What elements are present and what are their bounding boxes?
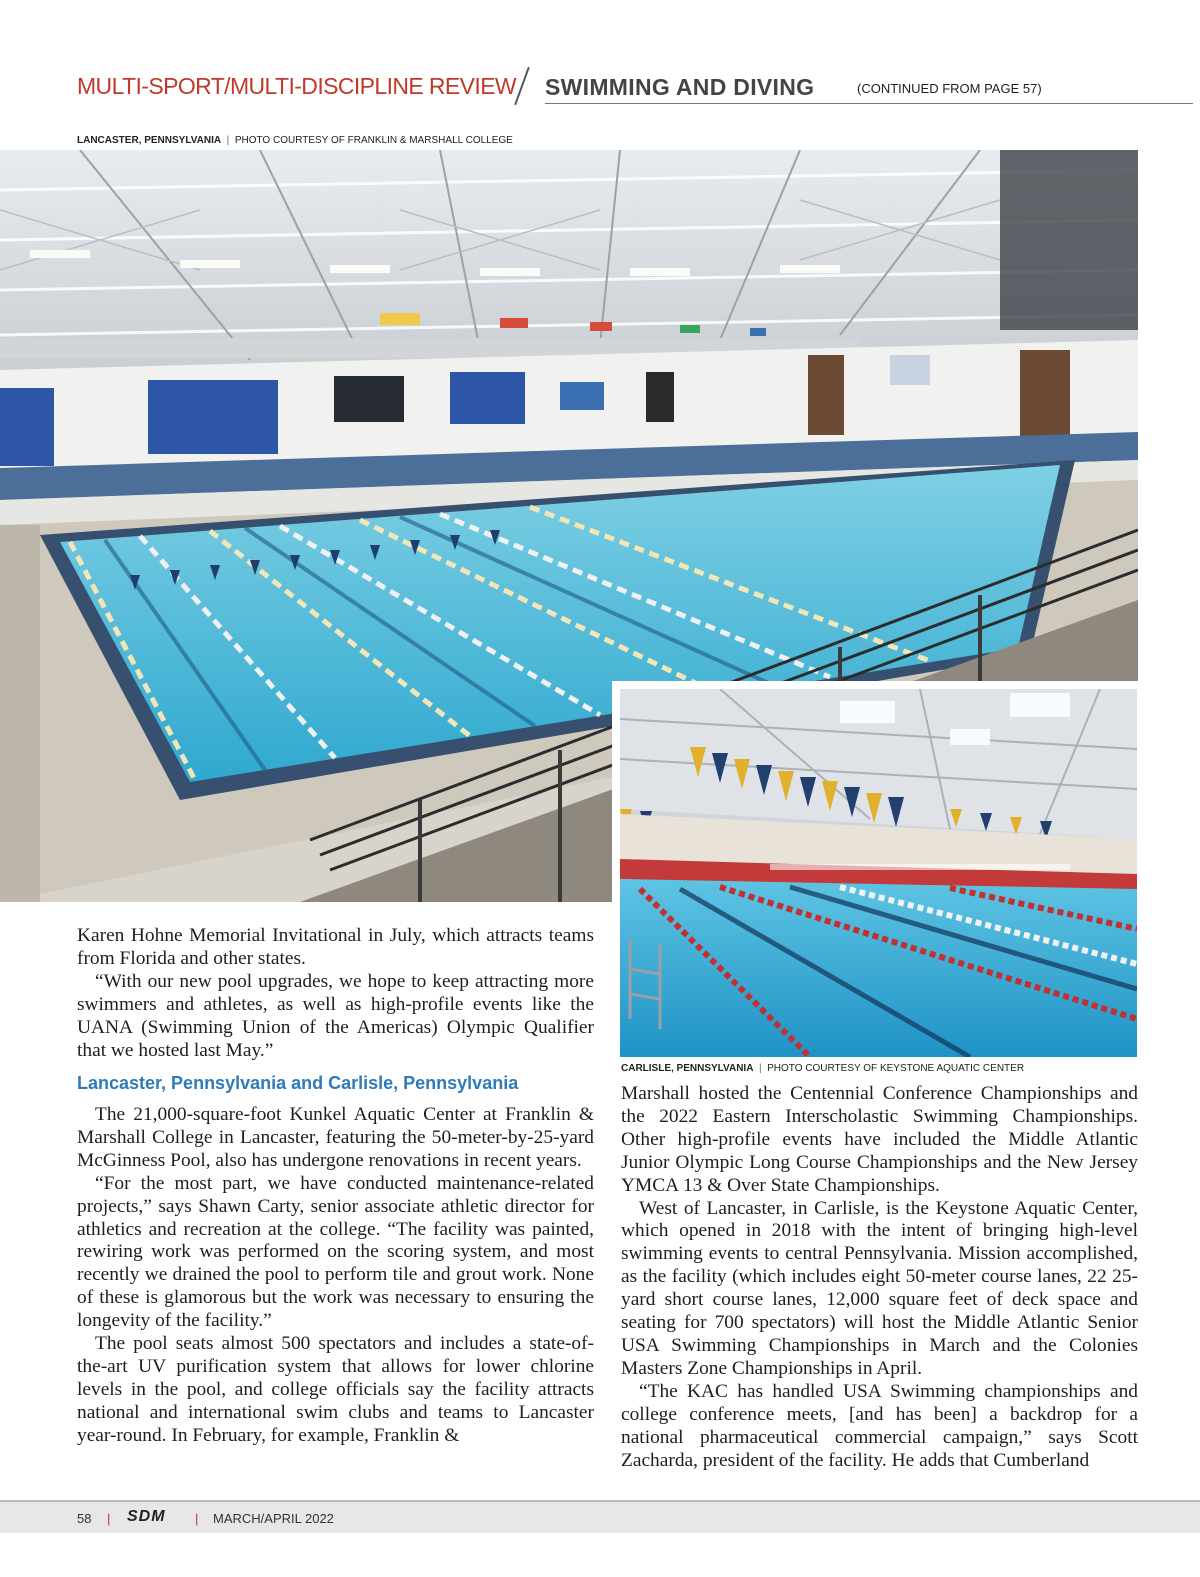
page-header	[77, 70, 1193, 106]
footer-separator: |	[107, 1511, 111, 1526]
carlisle-pool-photo	[612, 681, 1143, 1061]
header-divider	[514, 67, 530, 105]
section-title: MULTI-SPORT/MULTI-DISCIPLINE REVIEW	[77, 73, 517, 99]
continued-note: (CONTINUED FROM PAGE 57)	[857, 81, 1042, 96]
header-rule	[545, 103, 1193, 104]
article-left-top	[77, 925, 594, 1062]
caption-separator: |	[756, 1063, 765, 1074]
paragraph: The pool seats almost 500 spectators and includes a state-of-the-art UV purification system that allows for lower chlorine levels in the pool, and college officials say the facility attracts national and international swim clubs and teams to Lancaster year-round. In February, for example, Franklin &	[77, 1333, 594, 1446]
photo2-credit: PHOTO COURTESY OF KEYSTONE AQUATIC CENTER	[767, 1063, 1025, 1074]
photo1-credit: PHOTO COURTESY OF FRANKLIN & MARSHALL COLLEGE	[234, 135, 513, 146]
photo2-caption	[621, 1063, 1024, 1074]
footer-separator: |	[195, 1511, 199, 1526]
paragraph: “With our new pool upgrades, we hope to keep attracting more swimmers and athletes, as well as high-profile events like the UANA (Swimming Union of the Americas) Olympic Qualifier that we hosted last May.”	[77, 970, 594, 1061]
article-title: SWIMMING AND DIVING	[545, 74, 815, 100]
article-right	[621, 1083, 1138, 1472]
paragraph: West of Lancaster, in Carlisle, is the Keystone Aquatic Center, which opened in 2018 with the intent of bringing high-level swimming events to central Pennsylvania. Mission accomplished, as the facility (which includes eight 50-meter course lanes, 22 25-yard short course lanes, 12,000 square feet of deck space and seating for 700 spectators) will host the Middle Atlantic Senior USA Swimming Championships in March and the Colonies Masters Zone Championships in April.	[621, 1197, 1138, 1379]
photo2-location: CARLISLE, PENNSYLVANIA	[621, 1063, 754, 1074]
paragraph: Karen Hohne Memorial Invitational in July, which attracts teams from Florida and other states.	[77, 925, 594, 969]
article-left-bottom	[77, 1104, 594, 1448]
paragraph: “The KAC has handled USA Swimming championships and college conference meets, [and has been] a backdrop for a national pharmaceutical commercial campaign,” says Scott Zacharda, president of the facility. He adds that Cumberland	[621, 1380, 1138, 1471]
page-number: 58	[77, 1511, 92, 1526]
magazine-logo: SDM	[127, 1508, 166, 1525]
page-footer	[0, 1500, 1200, 1533]
photo1-caption	[77, 135, 513, 146]
photo1-location: LANCASTER, PENNSYLVANIA	[77, 135, 222, 146]
section-subhead: Lancaster, Pennsylvania and Carlisle, Pennsylvania	[77, 1073, 519, 1093]
paragraph: “For the most part, we have conducted maintenance-related projects,” says Shawn Carty, senior associate athletic director for athletics and recreation at the college. “The facility was painted, rewiring work was performed on the scoring system, and most recently we drained the pool to perform tile and grout work. None of these is glamorous but the work was necessary to ensuring the longevity of the facility.”	[77, 1172, 594, 1332]
paragraph: The 21,000-square-foot Kunkel Aquatic Center at Franklin & Marshall College in Lancaster, featuring the 50-meter-by-25-yard McGinness Pool, also has undergone renovations in recent years.	[77, 1104, 594, 1171]
paragraph: Marshall hosted the Centennial Conference Championships and the 2022 Eastern Interscholastic Swimming Championships. Other high-profile events have included the Middle Atlantic Junior Olympic Long Course Championships and the New Jersey YMCA 13 & Over State Championships.	[621, 1083, 1138, 1196]
issue-date: MARCH/APRIL 2022	[213, 1511, 334, 1526]
caption-separator: |	[223, 135, 233, 146]
carlisle-pool-illustration	[620, 689, 1137, 1057]
